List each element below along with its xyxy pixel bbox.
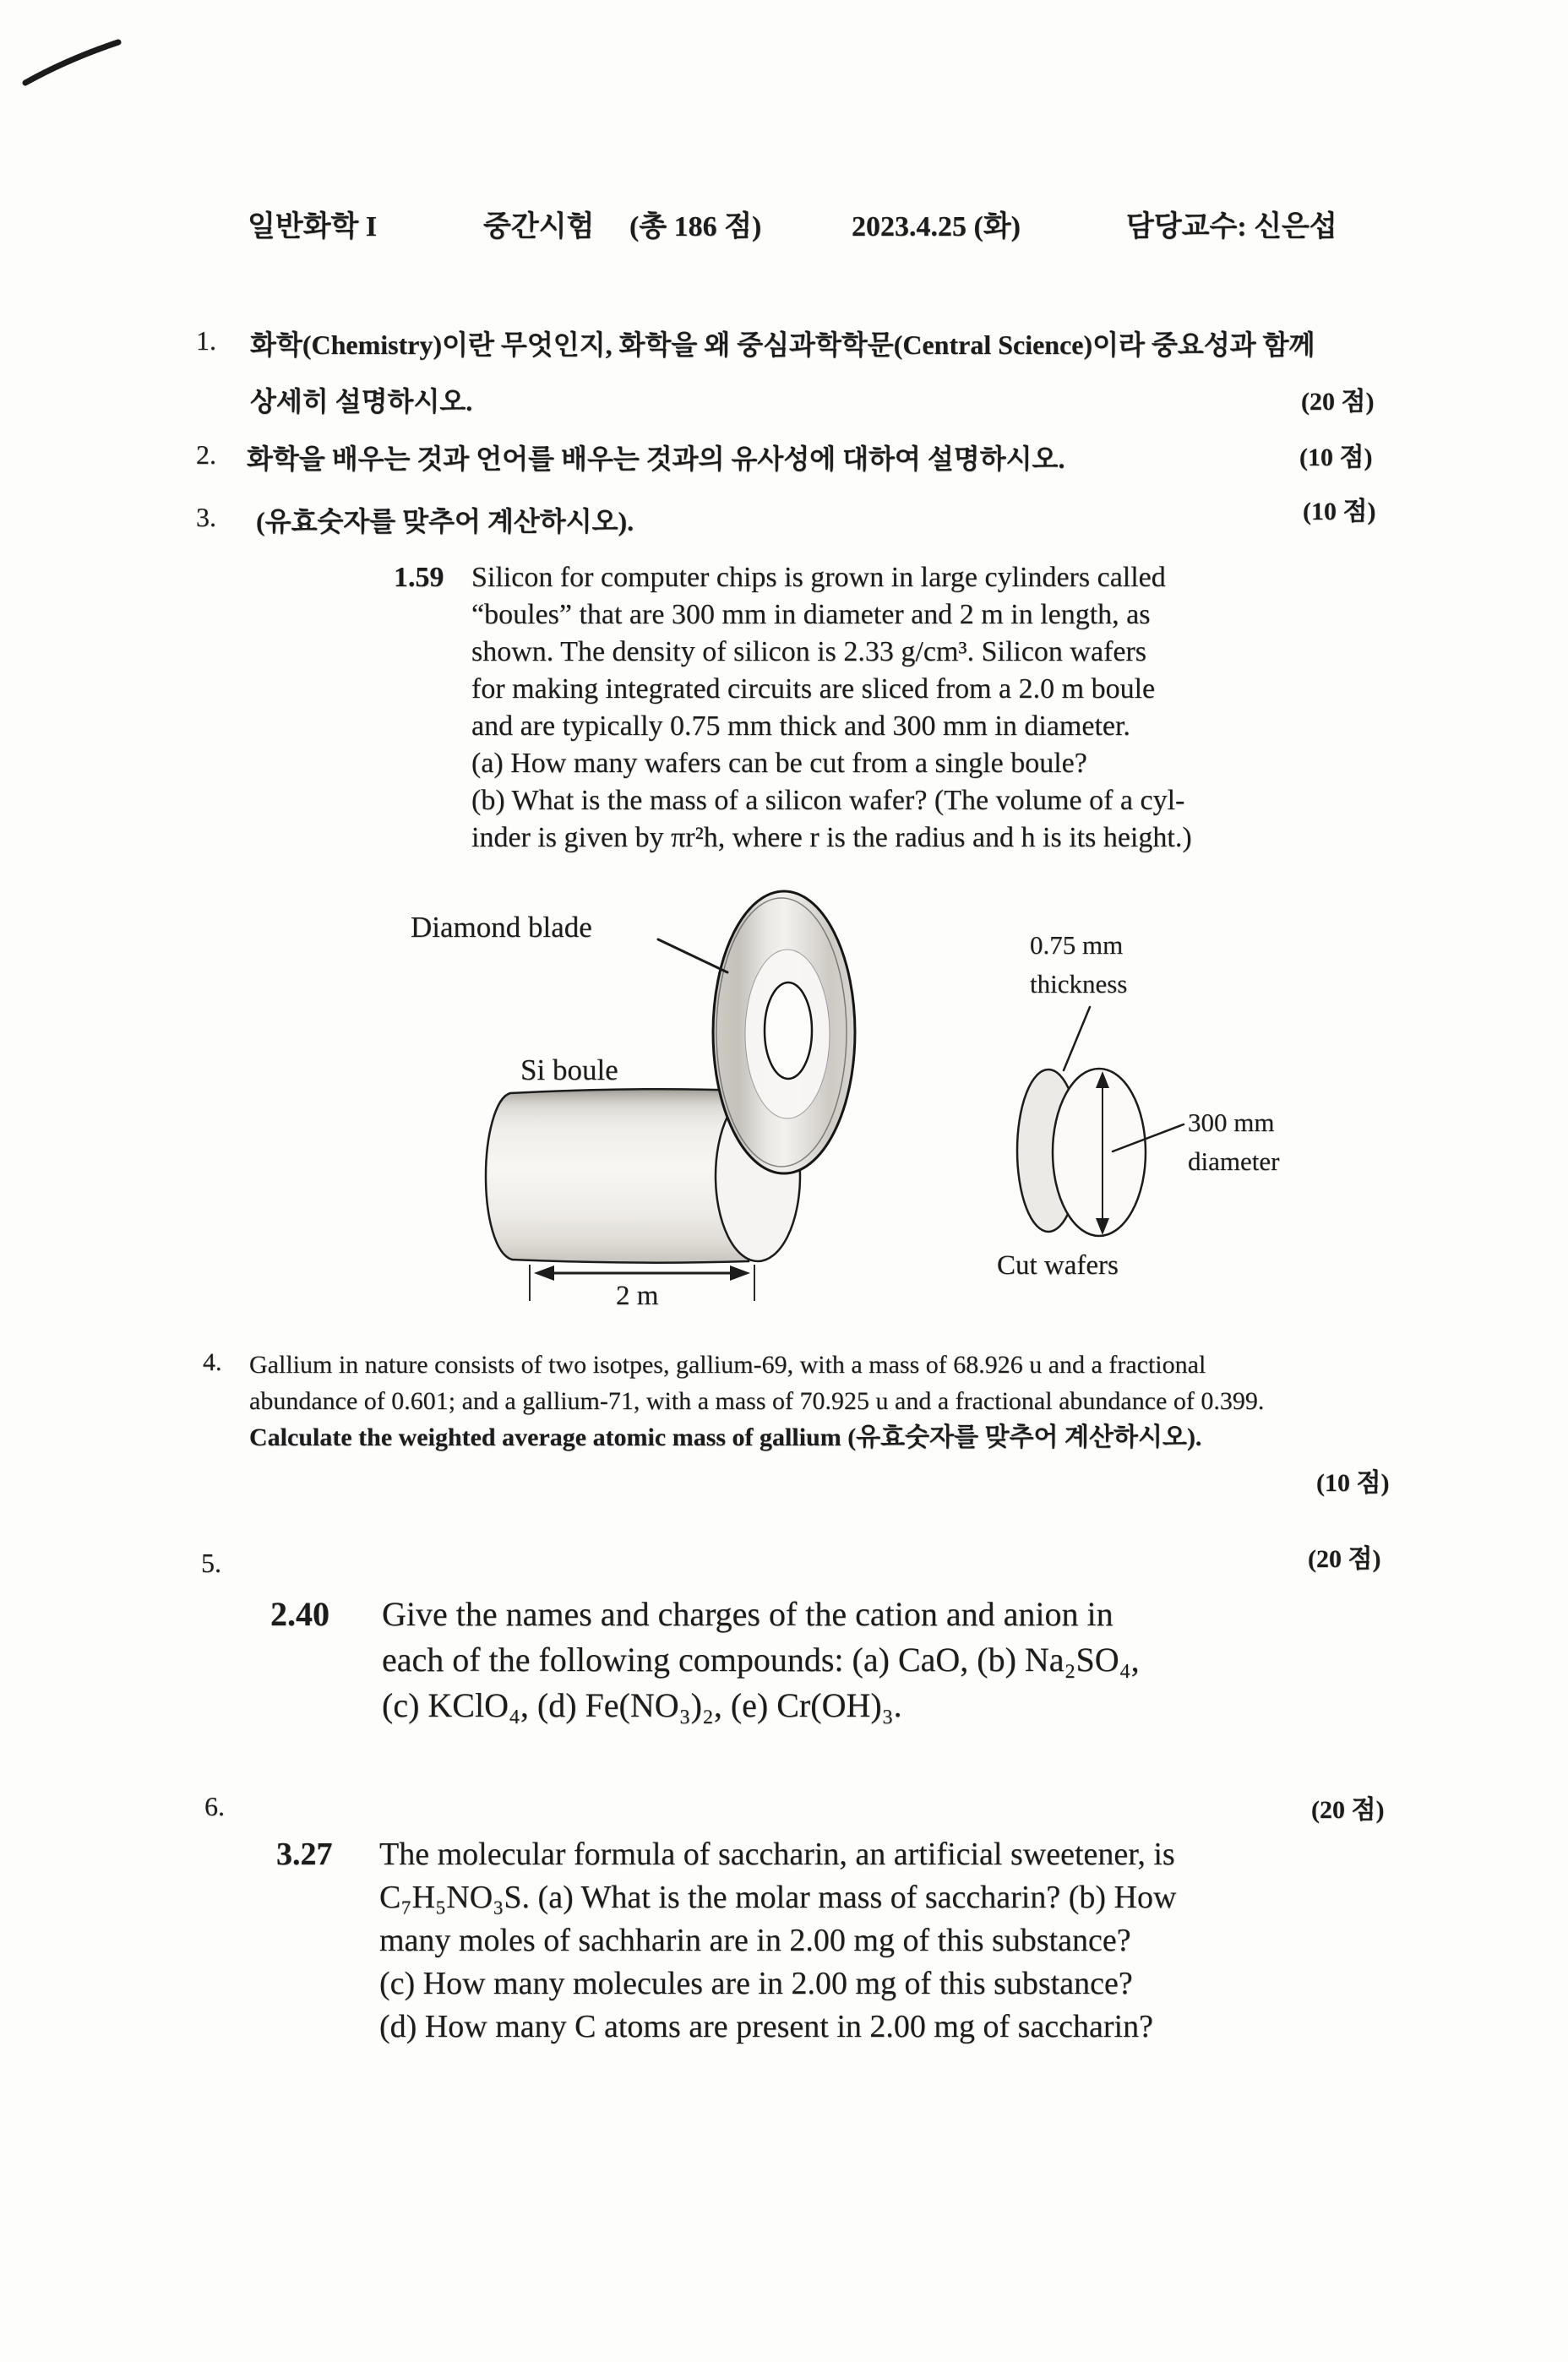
- problem-2-40-line: each of the following compounds: (a) CaO, (b) Na₂SO₄,: [382, 1641, 1140, 1679]
- question-1-line-1: 화학(Chemistry)이란 무엇인지, 화학을 왜 중심과학학문(Central Science)이라 중요성과 함께: [250, 329, 1315, 360]
- question-4-line: Calculate the weighted average atomic mass of gallium (유효숫자를 맞추어 계산하시오).: [249, 1423, 1202, 1451]
- problem-2-40-line: Give the names and charges of the cation and anion in: [382, 1595, 1113, 1633]
- question-4-number: 4.: [203, 1348, 222, 1376]
- problem-2-40-text: [382, 1592, 1140, 1728]
- problem-3-27-number: 3.27: [276, 1837, 333, 1872]
- question-5-number: 5.: [201, 1548, 221, 1578]
- pen-stroke: [25, 42, 118, 83]
- si-boule-label: Si boule: [520, 1053, 618, 1086]
- problem-1-59-line: and are typically 0.75 mm thick and 300 mm in diameter.: [471, 710, 1130, 742]
- wafer-diameter-label: [1188, 1103, 1279, 1181]
- problem-1-59-text: [471, 559, 1192, 857]
- cut-wafers-label: Cut wafers: [997, 1250, 1119, 1281]
- header-professor: 담당교수: 신은섭: [1126, 211, 1337, 242]
- question-3-points: (10 점): [1303, 498, 1376, 525]
- question-3-text: (유효숫자를 맞추어 계산하시오).: [256, 506, 634, 536]
- problem-3-27-line: The molecular formula of saccharin, an artificial sweetener, is: [379, 1837, 1175, 1872]
- question-6-number: 6.: [204, 1791, 225, 1821]
- problem-2-40-number: 2.40: [270, 1595, 329, 1633]
- wafer-diameter-label-line-1: 300 mm: [1188, 1108, 1275, 1137]
- problem-1-59-line: “boules” that are 300 mm in diameter and 2 m in length, as: [471, 599, 1151, 630]
- question-5-points: (20 점): [1308, 1545, 1381, 1573]
- question-2-number: 2.: [196, 439, 216, 470]
- question-1-line-2: 상세히 설명하시오.: [250, 386, 473, 416]
- problem-3-27-line: (c) How many molecules are in 2.00 mg of this substance?: [379, 1966, 1133, 2001]
- problem-2-40-line: (c) KClO₄, (d) Fe(NO₃)₂, (e) Cr(OH)₃.: [382, 1686, 902, 1724]
- question-1-number: 1.: [196, 325, 216, 356]
- problem-1-59-line: (b) What is the mass of a silicon wafer? (The volume of a cyl-: [471, 785, 1185, 816]
- problem-1-59-number: 1.59: [394, 562, 444, 593]
- si-boule-cylinder: [486, 1089, 749, 1262]
- header-course-title: 일반화학 I: [248, 211, 378, 242]
- question-2-text: 화학을 배우는 것과 언어를 배우는 것과의 유사성에 대하여 설명하시오.: [247, 444, 1065, 474]
- problem-1-59-line: shown. The density of silicon is 2.33 g/cm³. Silicon wafers: [471, 636, 1147, 667]
- boule-length-label: 2 m: [616, 1281, 659, 1311]
- question-3-number: 3.: [196, 502, 216, 532]
- header-total-points: (총 186 점): [629, 211, 762, 242]
- problem-1-59-line: Silicon for computer chips is grown in large cylinders called: [471, 562, 1166, 593]
- thickness-pointer-line: [1064, 1007, 1090, 1070]
- problem-3-27-line: (d) How many C atoms are present in 2.00 mg of saccharin?: [379, 2009, 1153, 2044]
- length-arrowhead-right: [730, 1265, 750, 1281]
- problem-1-59-line: (a) How many wafers can be cut from a single boule?: [471, 748, 1087, 779]
- problem-1-59-line: inder is given by πr²h, where r is the radius and h is its height.): [471, 822, 1192, 853]
- boule-wafer-figure: [372, 879, 1445, 1411]
- blade-pointer-line: [658, 939, 727, 972]
- problem-3-27-text: [379, 1833, 1176, 2049]
- question-2-points: (10 점): [1299, 444, 1373, 471]
- diamond-blade-label: Diamond blade: [411, 911, 592, 944]
- wafer-thickness-label: [1030, 926, 1127, 1004]
- pen-stroke-mark: [15, 29, 142, 101]
- header-exam-date: 2023.4.25 (화): [852, 211, 1021, 242]
- question-4-points: (10 점): [1316, 1469, 1390, 1497]
- question-6-points: (20 점): [1311, 1796, 1385, 1824]
- problem-1-59-line: for making integrated circuits are sliced from a 2.0 m boule: [471, 673, 1156, 705]
- blade-center-hole: [765, 982, 812, 1079]
- question-1-points: (20 점): [1301, 388, 1375, 416]
- header-exam-type: 중간시험: [483, 211, 595, 242]
- wafer-diameter-label-line-2: diameter: [1188, 1146, 1280, 1176]
- question-4-line: abundance of 0.601; and a gallium-71, with a mass of 70.925 u and a fractional abundance of 0.399.: [249, 1387, 1265, 1415]
- problem-3-27-line: many moles of sachharin are in 2.00 mg of this substance?: [379, 1923, 1131, 1958]
- wafer-thickness-label-line-2: thickness: [1030, 969, 1128, 999]
- length-arrowhead-left: [534, 1265, 554, 1281]
- wafer-disc-front: [1053, 1069, 1146, 1236]
- question-4-line: Gallium in nature consists of two isotpes, gallium-69, with a mass of 68.926 u and a fractional: [249, 1351, 1206, 1379]
- question-4-text: [249, 1347, 1264, 1456]
- problem-3-27-line: C₇H₅NO₃S. (a) What is the molar mass of saccharin? (b) How: [379, 1880, 1177, 1915]
- wafer-thickness-label-line-1: 0.75 mm: [1030, 930, 1124, 960]
